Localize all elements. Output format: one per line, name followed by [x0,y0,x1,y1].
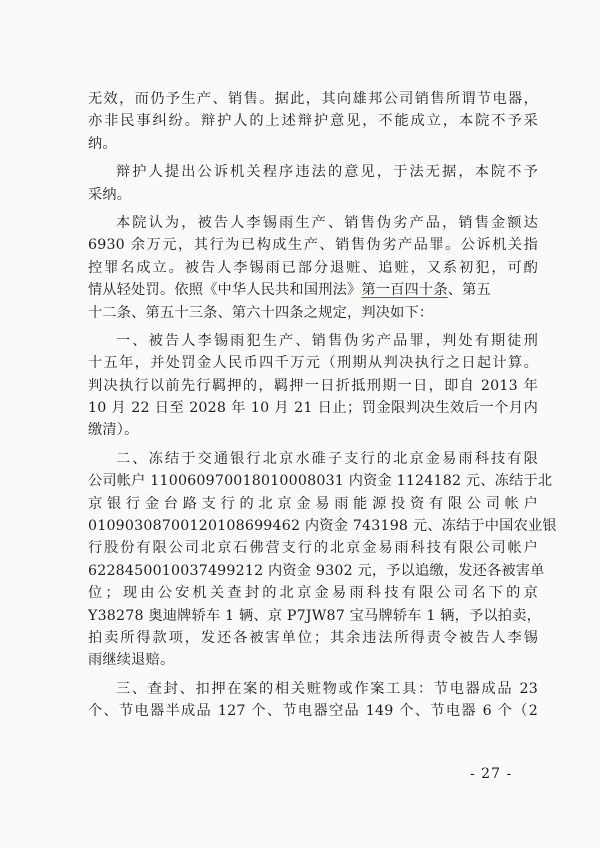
paragraph-verdict-item-3 [88,678,538,723]
text-line: 京银行金台路支行的北京金易雨能源投资有限公司帐户 [88,495,538,512]
paragraph-defense-rebuttal [88,88,538,155]
text-line: 纳。 [88,135,117,152]
page-number: - 27 - [470,766,513,782]
text-line: 判决执行以前先行羁押的，羁押一日折抵刑期一日，即自 2013 年 [88,377,538,394]
text-line: 缴清）。 [88,422,139,439]
text-line: 雨继续退赔。 [88,652,175,669]
text-line: 采纳。 [88,186,132,203]
text-line: 拍卖所得款项，发还各被害单位；其余违法所得责令被告人李锡 [88,629,538,646]
text-line: 行股份有限公司北京石佛营支行的北京金易雨科技有限公司帐户 [88,540,538,557]
paragraph-procedure-objection [88,161,538,206]
judgment-text [88,88,557,723]
paragraph-verdict-item-2 [88,448,557,672]
text-line: 10 月 22 日至 2028 年 10 月 21 日止；罚金限判决生效后一个月内 [88,400,538,417]
text-line: 01090308700120108699462 内资金 743198 元、冻结于中国农业银 [88,518,557,535]
text-line: 亦非民事纠纷。辩护人的上述辩护意见，不能成立，本院不予采 [88,113,538,130]
text-line: 控罪名成立。被告人李锡雨已部分退赃、追赃，又系初犯，可酌 [88,259,538,276]
text-line: 无效，而仍予生产、销售。据此，其向雄邦公司销售所谓节电器， [88,91,538,107]
text-line: 6228450010037499212 内资金 9302 元，予以追缴，发还各被害单 [88,562,545,579]
text-line [88,279,538,301]
text-line: 二、冻结于交通银行北京水碓子支行的北京金易雨科技有限 [116,450,538,467]
text-line: 位；现由公安机关查封的北京金易雨科技有限公司名下的京 [88,585,538,602]
text-line: 一、被告人李锡雨犯生产、销售伪劣产品罪，判处有期徒刑 [116,332,538,349]
text-line: 公司帐户 110060970018010008031 内资金 1124182 元、冻结于北 [88,473,553,490]
underlined-article-reference: 第一百四十条 [361,282,448,299]
text-line: 十二条、第五十三条、第六十四条之规定，判决如下： [88,304,434,321]
text-line: 6930 余万元，其行为已构成生产、销售伪劣产品罪。公诉机关指 [88,237,538,254]
text-segment: 情从轻处罚。依照《中华人民共和国刑法》 [88,282,362,299]
text-segment: 、第五 [447,282,491,299]
text-line: 十五年，并处罚金人民币四千万元（刑期从判决执行之日起计算。 [88,355,538,372]
paragraph-court-opinion [88,212,538,324]
text-line: 本院认为，被告人李锡雨生产、销售伪劣产品，销售金额达 [116,214,538,231]
paragraph-verdict-item-1 [88,330,538,442]
text-line: 三、查封、扣押在案的相关赃物或作案工具：节电器成品 23 [116,680,538,697]
text-line: Y38278 奥迪牌轿车 1 辆、京 P7JW87 宝马牌轿车 1 辆，予以拍卖， [88,607,541,624]
text-line: 个、节电器半成品 127 个、节电器空品 149 个、节电器 6 个（2 [88,703,538,720]
text-line: 辩护人提出公诉机关程序违法的意见，于法无据，本院不予 [116,164,538,181]
